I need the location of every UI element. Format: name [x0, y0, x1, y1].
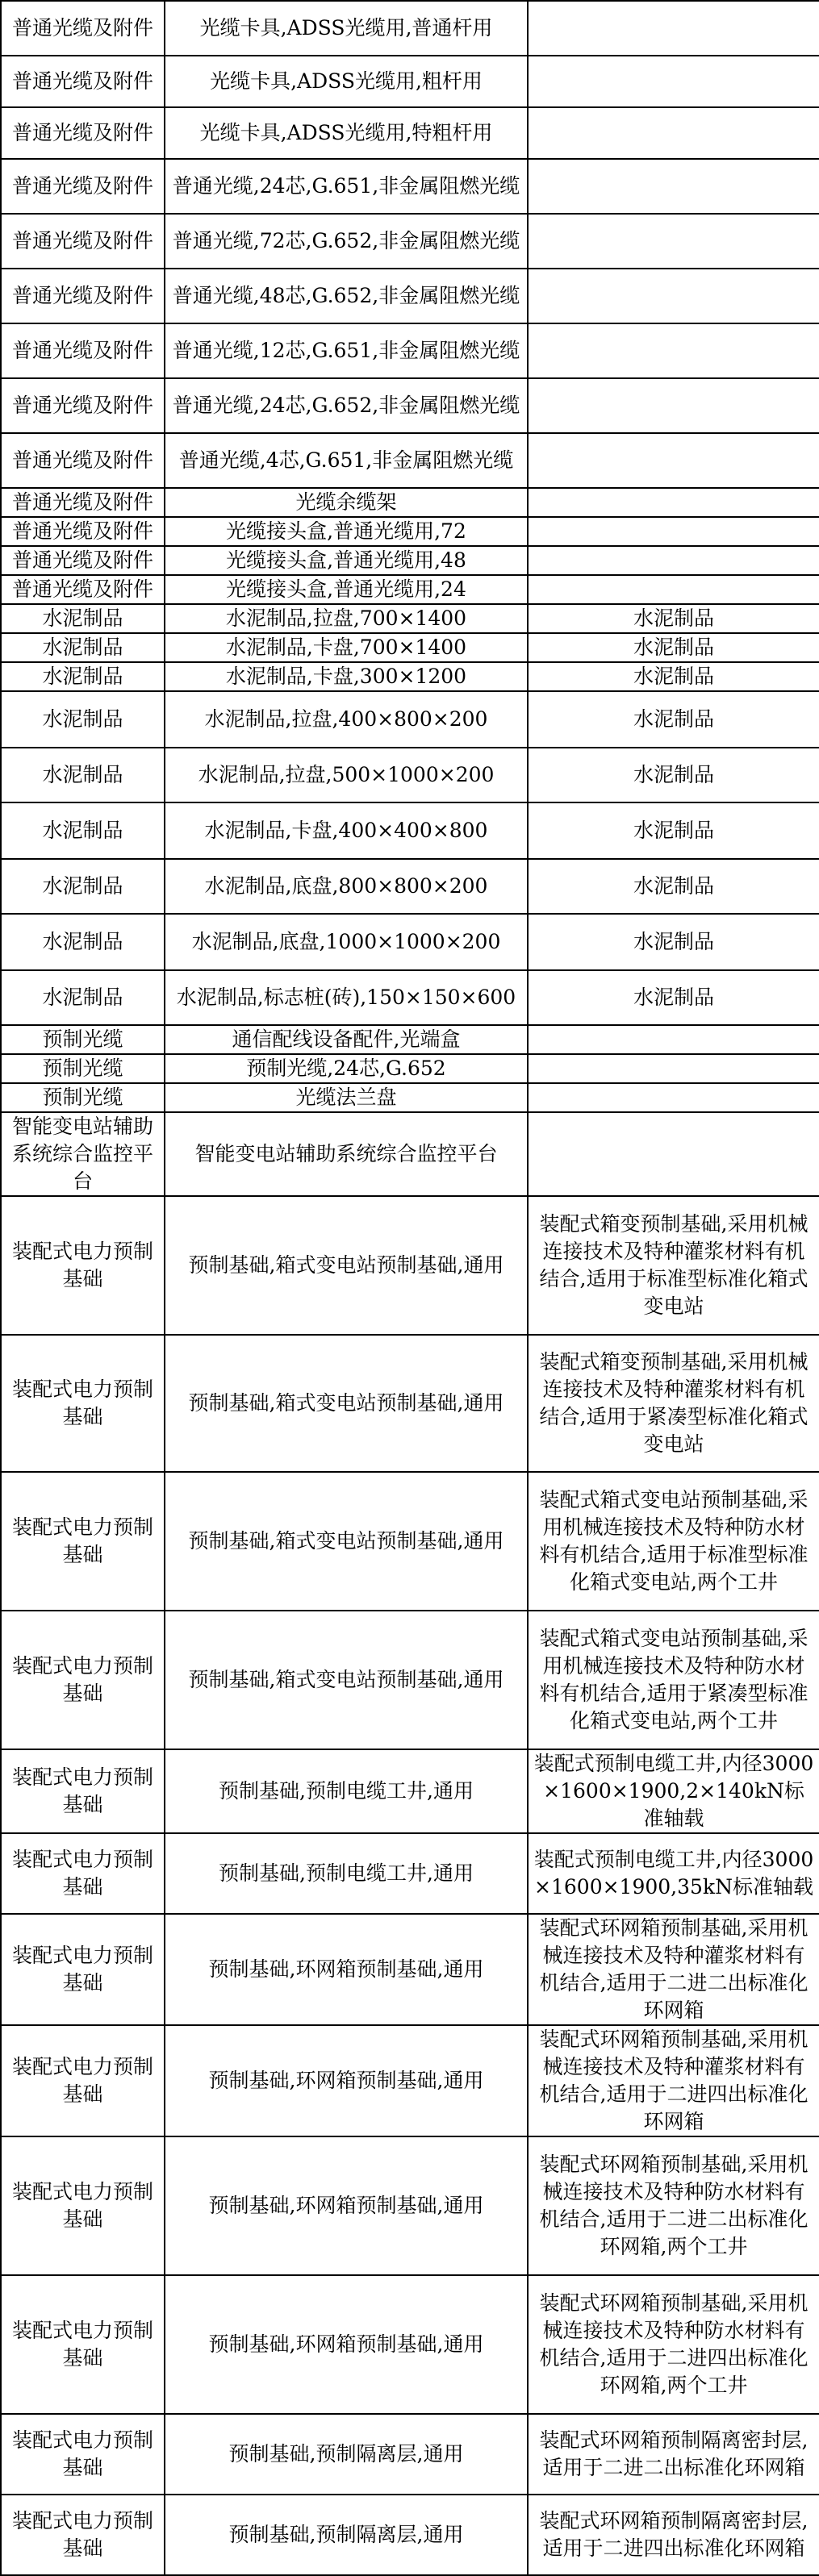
- description-cell: [528, 1112, 819, 1196]
- name-cell: 普通光缆,4芯,G.651,非金属阻燃光缆: [165, 433, 528, 488]
- name-cell: 普通光缆,48芯,G.652,非金属阻燃光缆: [165, 269, 528, 323]
- name-cell: 光缆卡具,ADSS光缆用,粗杆用: [165, 56, 528, 107]
- name-cell: 预制基础,箱式变电站预制基础,通用: [165, 1611, 528, 1749]
- name-cell: 普通光缆,24芯,G.651,非金属阻燃光缆: [165, 159, 528, 214]
- name-cell: 水泥制品,卡盘,300×1200: [165, 662, 528, 691]
- description-cell: 装配式箱式变电站预制基础,采用机械连接技术及特种防水材料有机结合,适用于紧凑型标准化箱式变电站,两个工井: [528, 1611, 819, 1749]
- name-cell: 普通光缆,12芯,G.651,非金属阻燃光缆: [165, 323, 528, 378]
- description-cell: [528, 546, 819, 575]
- category-cell: 装配式电力预制基础: [1, 2136, 165, 2275]
- name-cell: 预制基础,预制隔离层,通用: [165, 2414, 528, 2495]
- description-cell: 水泥制品: [528, 859, 819, 914]
- table-row: [1, 914, 819, 970]
- category-cell: 预制光缆: [1, 1025, 165, 1054]
- description-cell: 水泥制品: [528, 970, 819, 1025]
- name-cell: 光缆接头盒,普通光缆用,24: [165, 575, 528, 604]
- category-cell: 普通光缆及附件: [1, 269, 165, 323]
- name-cell: 水泥制品,底盘,1000×1000×200: [165, 914, 528, 970]
- table-row: [1, 1472, 819, 1611]
- table-row: [1, 970, 819, 1025]
- description-cell: 装配式环网箱预制隔离密封层,适用于二进二出标准化环网箱: [528, 2414, 819, 2495]
- category-cell: 装配式电力预制基础: [1, 2495, 165, 2575]
- table-row: [1, 2275, 819, 2414]
- description-cell: 水泥制品: [528, 748, 819, 802]
- name-cell: 水泥制品,拉盘,700×1400: [165, 604, 528, 633]
- category-cell: 普通光缆及附件: [1, 378, 165, 433]
- table-row: [1, 214, 819, 269]
- description-cell: 装配式箱变预制基础,采用机械连接技术及特种灌浆材料有机结合,适用于紧凑型标准化箱式变电站: [528, 1335, 819, 1472]
- table-row: [1, 1083, 819, 1112]
- category-cell: 普通光缆及附件: [1, 323, 165, 378]
- category-cell: 预制光缆: [1, 1054, 165, 1083]
- table-row: [1, 159, 819, 214]
- table-row: [1, 1611, 819, 1749]
- name-cell: 水泥制品,标志桩(砖),150×150×600: [165, 970, 528, 1025]
- table-row: [1, 2495, 819, 2575]
- table-row: [1, 56, 819, 107]
- description-cell: [528, 1083, 819, 1112]
- category-cell: 水泥制品: [1, 802, 165, 859]
- table-row: [1, 1, 819, 56]
- table-row: [1, 2136, 819, 2275]
- category-cell: 装配式电力预制基础: [1, 2275, 165, 2414]
- name-cell: 预制基础,箱式变电站预制基础,通用: [165, 1196, 528, 1335]
- table-row: [1, 1833, 819, 1914]
- description-cell: [528, 1, 819, 56]
- category-cell: 普通光缆及附件: [1, 517, 165, 546]
- category-cell: 普通光缆及附件: [1, 1, 165, 56]
- name-cell: 预制基础,环网箱预制基础,通用: [165, 2136, 528, 2275]
- category-cell: 水泥制品: [1, 970, 165, 1025]
- description-cell: 水泥制品: [528, 662, 819, 691]
- table-row: [1, 269, 819, 323]
- category-cell: 水泥制品: [1, 691, 165, 748]
- description-cell: 装配式预制电缆工井,内径3000×1600×1900,2×140kN标准轴载: [528, 1749, 819, 1833]
- table-row: [1, 748, 819, 802]
- description-cell: 水泥制品: [528, 604, 819, 633]
- name-cell: 预制基础,环网箱预制基础,通用: [165, 2025, 528, 2136]
- name-cell: 预制基础,预制隔离层,通用: [165, 2495, 528, 2575]
- name-cell: 通信配线设备配件,光端盒: [165, 1025, 528, 1054]
- name-cell: 光缆法兰盘: [165, 1083, 528, 1112]
- category-cell: 装配式电力预制基础: [1, 2025, 165, 2136]
- name-cell: 光缆卡具,ADSS光缆用,普通杆用: [165, 1, 528, 56]
- name-cell: 智能变电站辅助系统综合监控平台: [165, 1112, 528, 1196]
- description-cell: [528, 433, 819, 488]
- category-cell: 水泥制品: [1, 633, 165, 662]
- description-cell: [528, 1025, 819, 1054]
- name-cell: 普通光缆,24芯,G.652,非金属阻燃光缆: [165, 378, 528, 433]
- description-cell: [528, 323, 819, 378]
- description-cell: [528, 378, 819, 433]
- category-cell: 智能变电站辅助系统综合监控平台: [1, 1112, 165, 1196]
- table-row: [1, 691, 819, 748]
- table-row: [1, 662, 819, 691]
- table-row: [1, 1914, 819, 2025]
- name-cell: 预制基础,箱式变电站预制基础,通用: [165, 1472, 528, 1611]
- description-cell: 装配式箱变预制基础,采用机械连接技术及特种灌浆材料有机结合,适用于标准型标准化箱式变电站: [528, 1196, 819, 1335]
- description-cell: 装配式环网箱预制隔离密封层,适用于二进四出标准化环网箱: [528, 2495, 819, 2575]
- table-row: [1, 575, 819, 604]
- category-cell: 水泥制品: [1, 604, 165, 633]
- category-cell: 普通光缆及附件: [1, 107, 165, 159]
- description-cell: 水泥制品: [528, 802, 819, 859]
- category-cell: 装配式电力预制基础: [1, 2414, 165, 2495]
- table-row: [1, 378, 819, 433]
- name-cell: 预制光缆,24芯,G.652: [165, 1054, 528, 1083]
- description-cell: [528, 269, 819, 323]
- description-cell: [528, 1054, 819, 1083]
- category-cell: 普通光缆及附件: [1, 488, 165, 517]
- category-cell: 普通光缆及附件: [1, 159, 165, 214]
- table-row: [1, 1749, 819, 1833]
- category-cell: 水泥制品: [1, 748, 165, 802]
- category-cell: 普通光缆及附件: [1, 546, 165, 575]
- description-cell: 装配式环网箱预制基础,采用机械连接技术及特种防水材料有机结合,适用于二进二出标准化环网箱,两个工井: [528, 2136, 819, 2275]
- description-cell: [528, 56, 819, 107]
- material-table-body: [1, 1, 819, 2575]
- description-cell: 装配式箱式变电站预制基础,采用机械连接技术及特种防水材料有机结合,适用于标准型标准化箱式变电站,两个工井: [528, 1472, 819, 1611]
- category-cell: 装配式电力预制基础: [1, 1611, 165, 1749]
- category-cell: 普通光缆及附件: [1, 433, 165, 488]
- category-cell: 装配式电力预制基础: [1, 1472, 165, 1611]
- table-row: [1, 859, 819, 914]
- description-cell: [528, 575, 819, 604]
- name-cell: 光缆接头盒,普通光缆用,48: [165, 546, 528, 575]
- name-cell: 光缆余缆架: [165, 488, 528, 517]
- name-cell: 预制基础,预制电缆工井,通用: [165, 1833, 528, 1914]
- description-cell: [528, 517, 819, 546]
- category-cell: 装配式电力预制基础: [1, 1196, 165, 1335]
- table-row: [1, 1054, 819, 1083]
- category-cell: 装配式电力预制基础: [1, 1914, 165, 2025]
- table-row: [1, 107, 819, 159]
- table-row: [1, 1196, 819, 1335]
- name-cell: 水泥制品,拉盘,500×1000×200: [165, 748, 528, 802]
- table-row: [1, 433, 819, 488]
- category-cell: 水泥制品: [1, 914, 165, 970]
- name-cell: 光缆卡具,ADSS光缆用,特粗杆用: [165, 107, 528, 159]
- table-row: [1, 488, 819, 517]
- table-row: [1, 546, 819, 575]
- table-row: [1, 323, 819, 378]
- name-cell: 水泥制品,卡盘,400×400×800: [165, 802, 528, 859]
- category-cell: 装配式电力预制基础: [1, 1833, 165, 1914]
- table-row: [1, 633, 819, 662]
- category-cell: 装配式电力预制基础: [1, 1335, 165, 1472]
- table-row: [1, 2025, 819, 2136]
- table-row: [1, 1112, 819, 1196]
- name-cell: 普通光缆,72芯,G.652,非金属阻燃光缆: [165, 214, 528, 269]
- name-cell: 预制基础,环网箱预制基础,通用: [165, 2275, 528, 2414]
- table-row: [1, 604, 819, 633]
- name-cell: 水泥制品,卡盘,700×1400: [165, 633, 528, 662]
- name-cell: 预制基础,环网箱预制基础,通用: [165, 1914, 528, 2025]
- name-cell: 预制基础,预制电缆工井,通用: [165, 1749, 528, 1833]
- category-cell: 水泥制品: [1, 859, 165, 914]
- description-cell: [528, 159, 819, 214]
- table-row: [1, 802, 819, 859]
- description-cell: 装配式预制电缆工井,内径3000×1600×1900,35kN标准轴载: [528, 1833, 819, 1914]
- description-cell: [528, 214, 819, 269]
- description-cell: 水泥制品: [528, 914, 819, 970]
- category-cell: 装配式电力预制基础: [1, 1749, 165, 1833]
- description-cell: [528, 107, 819, 159]
- description-cell: 装配式环网箱预制基础,采用机械连接技术及特种防水材料有机结合,适用于二进四出标准化环网箱,两个工井: [528, 2275, 819, 2414]
- category-cell: 水泥制品: [1, 662, 165, 691]
- table-row: [1, 2414, 819, 2495]
- category-cell: 普通光缆及附件: [1, 56, 165, 107]
- name-cell: 光缆接头盒,普通光缆用,72: [165, 517, 528, 546]
- description-cell: 水泥制品: [528, 691, 819, 748]
- description-cell: [528, 488, 819, 517]
- name-cell: 水泥制品,底盘,800×800×200: [165, 859, 528, 914]
- description-cell: 水泥制品: [528, 633, 819, 662]
- description-cell: 装配式环网箱预制基础,采用机械连接技术及特种灌浆材料有机结合,适用于二进四出标准化环网箱: [528, 2025, 819, 2136]
- category-cell: 预制光缆: [1, 1083, 165, 1112]
- category-cell: 普通光缆及附件: [1, 214, 165, 269]
- table-row: [1, 1025, 819, 1054]
- table-row: [1, 517, 819, 546]
- category-cell: 普通光缆及附件: [1, 575, 165, 604]
- name-cell: 水泥制品,拉盘,400×800×200: [165, 691, 528, 748]
- description-cell: 装配式环网箱预制基础,采用机械连接技术及特种灌浆材料有机结合,适用于二进二出标准化环网箱: [528, 1914, 819, 2025]
- name-cell: 预制基础,箱式变电站预制基础,通用: [165, 1335, 528, 1472]
- table-row: [1, 1335, 819, 1472]
